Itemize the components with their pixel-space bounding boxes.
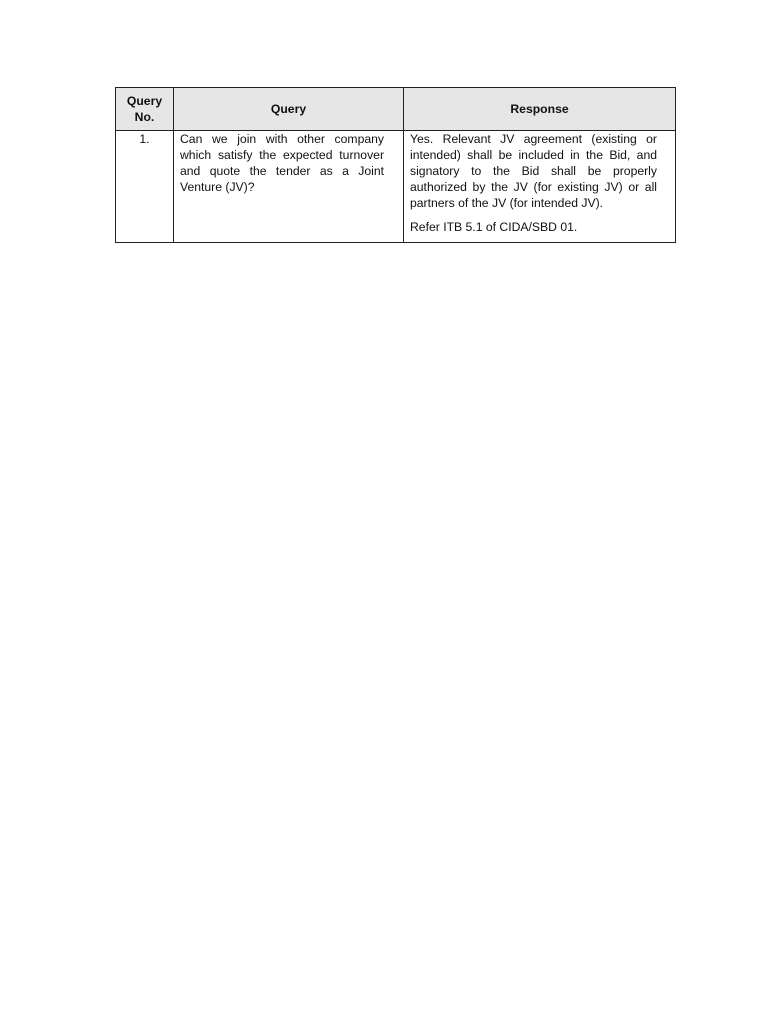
- cell-query: Can we join with other company which satisfy the expected turnover and quote the tender as a Joint Venture (JV)?: [174, 131, 404, 243]
- header-response: Response: [404, 88, 676, 131]
- table-header-row: [116, 88, 676, 131]
- response-paragraph: Yes. Relevant JV agreement (existing or intended) shall be included in the Bid, and signatory to the Bid shall be properly authorized by the JV (for existing JV) or all partners of the JV (for intended JV).: [410, 132, 657, 210]
- response-reference: Refer ITB 5.1 of CIDA/SBD 01.: [410, 220, 578, 234]
- header-query: Query: [174, 88, 404, 131]
- query-response-table: [115, 87, 676, 243]
- table-row: [116, 131, 676, 243]
- cell-query-no: 1.: [116, 131, 174, 243]
- cell-response: [404, 131, 676, 243]
- header-query-no: Query No.: [116, 88, 174, 131]
